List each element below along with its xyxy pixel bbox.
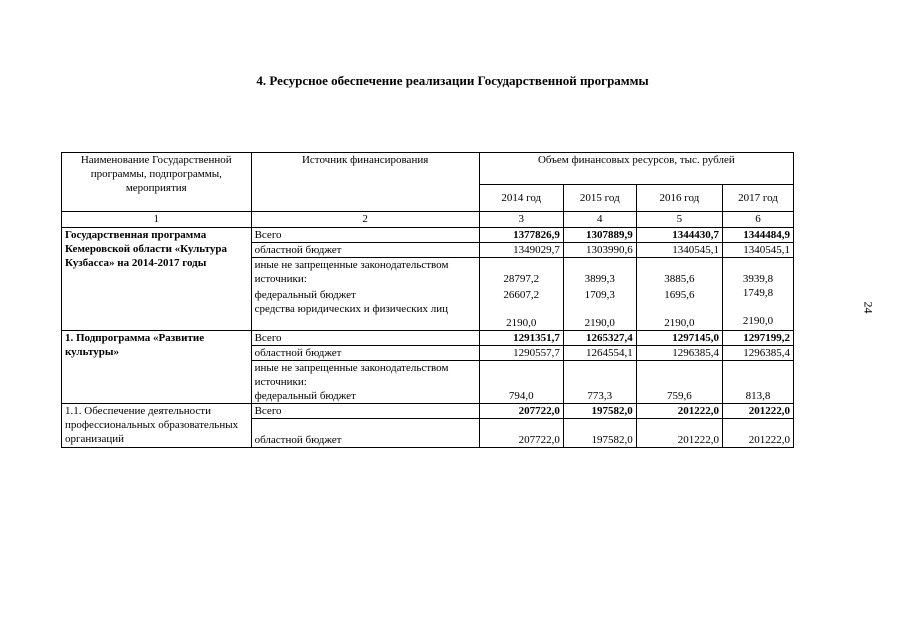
header-volume: Объем финансовых ресурсов, тыс. рублей (479, 153, 793, 185)
value-cell: 1340545,1 (722, 243, 793, 258)
value-cell: 1307889,9 (563, 228, 636, 243)
value-cell: 201222,0 (636, 404, 722, 419)
source-label: областной бюджет (251, 419, 479, 448)
value-cell: 1303990,6 (563, 243, 636, 258)
value-cell: 201222,0 (636, 419, 722, 448)
value-cell: 207722,0 (479, 419, 563, 448)
value-cell: 773,3 (563, 361, 636, 404)
value-line: 2190,0 (742, 315, 774, 327)
value-cell: 1349029,7 (479, 243, 563, 258)
page-number: 24 (861, 301, 876, 314)
value-line: 3885,6 (664, 273, 695, 285)
value-cell: 1265327,4 (563, 331, 636, 346)
resource-table (61, 152, 794, 448)
value-cell: 201222,0 (722, 419, 793, 448)
table-header-row (62, 153, 794, 185)
value-line: 1709,3 (584, 289, 615, 301)
header-name: Наименование Государственной программы, подпрограммы, мероприятия (62, 153, 252, 212)
value-line: 28797,2 (503, 273, 540, 285)
value-cell: 1291351,7 (479, 331, 563, 346)
header-year: 2016 год (636, 185, 722, 212)
source-cell (251, 258, 479, 331)
column-number: 5 (636, 212, 722, 228)
column-number: 2 (251, 212, 479, 228)
source-cell (251, 361, 479, 404)
source-label: иные не запрещенные законодательством источники: (254, 362, 449, 388)
value-line: 1695,6 (664, 289, 695, 301)
source-label: областной бюджет (251, 346, 479, 361)
column-number: 6 (722, 212, 793, 228)
value-cell: 197582,0 (563, 404, 636, 419)
value-line: 2190,0 (584, 317, 615, 329)
source-label: областной бюджет (251, 243, 479, 258)
program-name: 1.1. Обеспечение деятельности профессиональных образовательных организаций (62, 404, 252, 448)
value-cell: 1264554,1 (563, 346, 636, 361)
value-cell: 794,0 (479, 361, 563, 404)
value-line: 2190,0 (664, 317, 695, 329)
column-number: 4 (563, 212, 636, 228)
source-label: федеральный бюджет (254, 289, 356, 301)
value-cell: 813,8 (722, 361, 793, 404)
source-label: Всего (251, 404, 479, 419)
table-row (62, 228, 794, 243)
value-cell (722, 258, 793, 331)
value-line: 3899,3 (584, 273, 615, 285)
column-number: 3 (479, 212, 563, 228)
value-cell: 1344484,9 (722, 228, 793, 243)
value-line: 1749,8 (742, 287, 774, 299)
page-title: 4. Ресурсное обеспечение реализации Государственной программы (256, 73, 649, 88)
value-cell: 197582,0 (563, 419, 636, 448)
value-cell (636, 258, 722, 331)
column-numbers-row (62, 212, 794, 228)
source-label: федеральный бюджет (254, 390, 356, 402)
value-line: 3939,8 (742, 273, 774, 285)
value-cell: 1290557,7 (479, 346, 563, 361)
value-cell: 1340545,1 (636, 243, 722, 258)
header-year: 2015 год (563, 185, 636, 212)
value-cell: 1296385,4 (722, 346, 793, 361)
program-name: Государственная программа Кемеровской области «Культура Кузбасса» на 2014-2017 годы (62, 228, 252, 331)
value-cell: 1297199,2 (722, 331, 793, 346)
value-cell: 1377826,9 (479, 228, 563, 243)
source-label: иные не запрещенные законодательством источники: (254, 259, 449, 285)
header-source: Источник финансирования (251, 153, 479, 212)
value-cell: 759,6 (636, 361, 722, 404)
value-line: 26607,2 (503, 289, 540, 301)
value-cell (479, 258, 563, 331)
value-cell: 207722,0 (479, 404, 563, 419)
source-label: Всего (251, 228, 479, 243)
column-number: 1 (62, 212, 252, 228)
value-cell: 1297145,0 (636, 331, 722, 346)
program-name: 1. Подпрограмма «Развитие культуры» (62, 331, 252, 404)
value-cell: 1296385,4 (636, 346, 722, 361)
value-line: 2190,0 (506, 317, 537, 329)
source-label: средства юридических и физических лиц (254, 303, 449, 315)
value-cell: 1344430,7 (636, 228, 722, 243)
header-year: 2017 год (722, 185, 793, 212)
value-cell: 201222,0 (722, 404, 793, 419)
table-row (62, 404, 794, 419)
header-year: 2014 год (479, 185, 563, 212)
value-cell (563, 258, 636, 331)
source-label: Всего (251, 331, 479, 346)
table-row (62, 331, 794, 346)
